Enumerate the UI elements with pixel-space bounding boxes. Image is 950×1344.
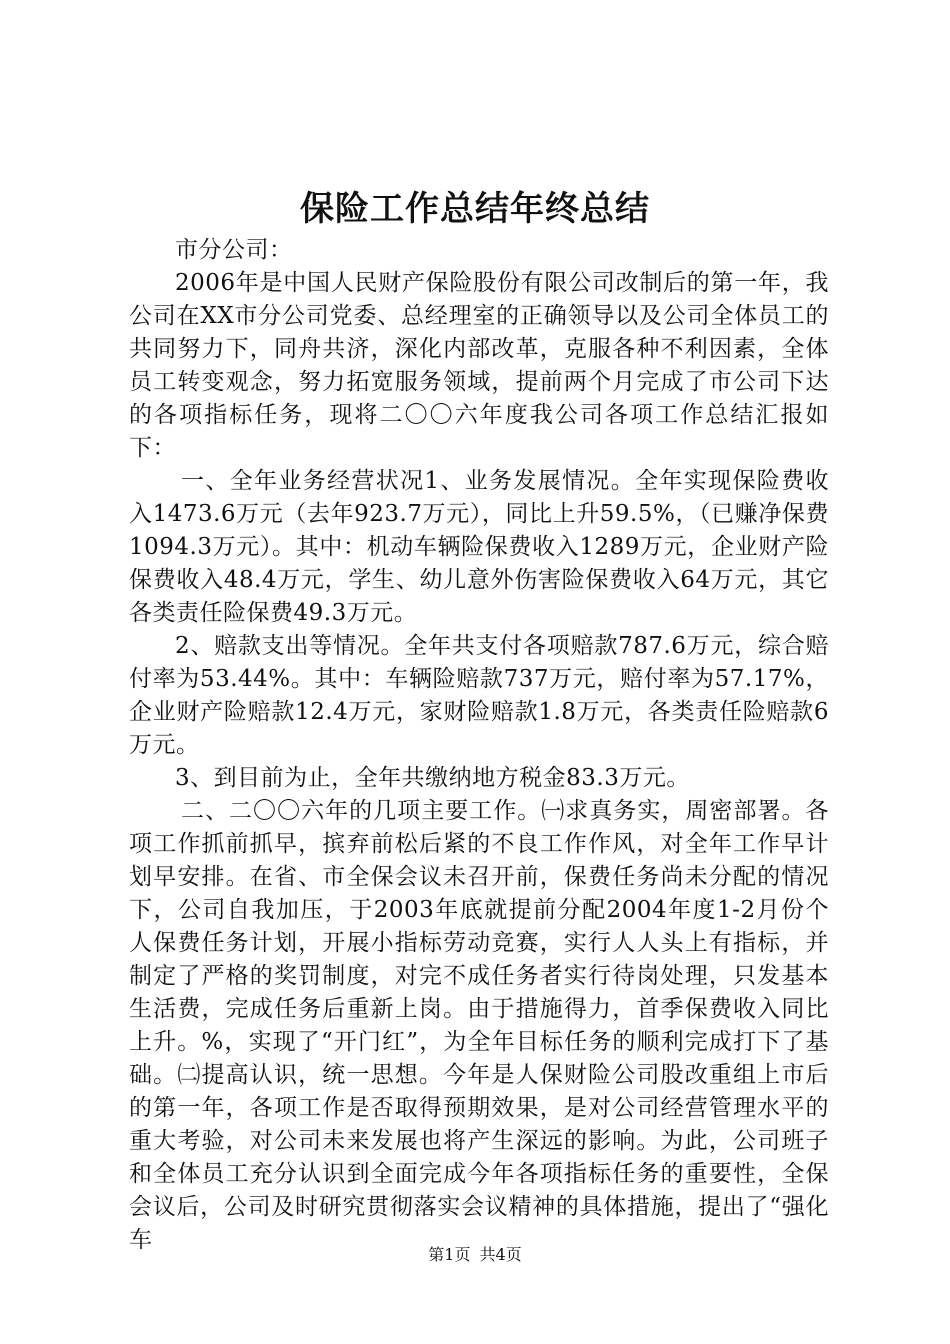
document-title: 保险工作总结年终总结	[300, 189, 650, 229]
paragraph-taxes: 3、到目前为止，全年共缴纳地方税金83.3万元。	[175, 765, 690, 791]
paragraph-claims: 2、赔款支出等情况。全年共支付各项赔款787.6万元，综合赔付率为53.44%。其中：车辆险赔款737万元，赔付率为57.17%，企业财产险赔款12.4万元，家财险赔款1.8万元，各类责任险赔款6万元。	[129, 633, 829, 758]
document-body	[129, 234, 829, 1257]
paragraph-business-status: 一、全年业务经营状况1、业务发展情况。全年实现保险费收入1473.6万元（去年923.7万元），同比上升59.5%，（已赚净保费1094.3万元）。其中：机动车辆险保费收入1289万元，企业财产险保费收入48.4万元，学生、幼儿意外伤害险保费收入64万元，其它各类责任险保费49.3万元。	[129, 468, 829, 626]
page-total: 共4页	[479, 1245, 522, 1264]
page-number: 第1页	[428, 1245, 471, 1264]
paragraph-main-work: 二、二〇〇六年的几项主要工作。㈠求真务实，周密部署。各项工作抓前抓早，摈弃前松后紧的不良工作作风，对全年工作早计划早安排。在省、市全保会议未召开前，保费任务尚未分配的情况下，公司自我加压，于2003年底就提前分配2004年度1-2月份个人保费任务计划，开展小指标劳动竞赛，实行人人头上有指标，并制定了严格的奖罚制度，对完不成任务者实行待岗处理，只发基本生活费，完成任务后重新上岗。由于措施得力，首季保费收入同比上升。%，实现了“开门红”，为全年目标任务的顺利完成打下了基础。㈡提高认识，统一思想。今年是人保财险公司股改重组上市后的第一年，各项工作是否取得预期效果，是对公司经营管理水平的重大考验，对公司未来发展也将产生深远的影响。为此，公司班子和全体员工充分认识到全面完成今年各项指标任务的重要性，全保会议后，公司及时研究贯彻落实会议精神的具体措施，提出了“强化车	[129, 798, 829, 1253]
paragraph-intro: 2006年是中国人民财产保险股份有限公司改制后的第一年，我公司在XX市分公司党委、总经理室的正确领导以及公司全体员工的共同努力下，同舟共济，深化内部改革，克服各种不利因素，全体员工转变观念，努力拓宽服务领域，提前两个月完成了市公司下达的各项指标任务，现将二〇〇六年度我公司各项工作总结汇报如下：	[129, 270, 829, 461]
salutation: 市分公司：	[175, 237, 293, 263]
page-footer	[0, 1244, 950, 1266]
